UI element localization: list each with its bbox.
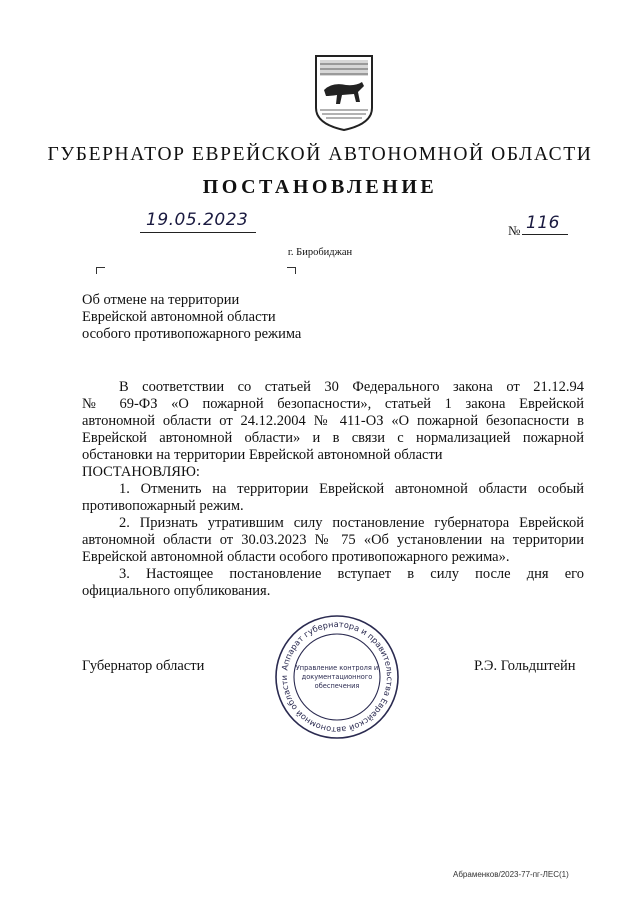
document-number: 116 (526, 213, 560, 233)
body-line: автономной области от 30.03.2023 № 75 «Об установлении на территории (82, 532, 584, 548)
body-line: автономной области от 24.12.2004 № 411-ОЗ «О пожарной безопасности в (82, 413, 584, 429)
document-footer-code: Абраменков/2023-77-пг-ЛЕС(1) (453, 870, 569, 879)
signatory-position: Губернатор области (82, 658, 205, 674)
organization-heading: ГУБЕРНАТОР ЕВРЕЙСКОЙ АВТОНОМНОЙ ОБЛАСТИ (47, 144, 593, 165)
body-line: противопожарный режим. (82, 498, 244, 514)
signatory-name: Р.Э. Гольдштейн (474, 658, 576, 674)
document-date: 19.05.2023 (146, 210, 249, 230)
seal-inner-line: Управление контроля и (295, 664, 379, 672)
title-line: особого противопожарного режима (82, 326, 302, 342)
body-line: Еврейской автономной области» и в связи с нормализацией пожарной (82, 430, 584, 446)
title-corner-left (96, 267, 105, 274)
title-corner-right (287, 267, 296, 274)
body-line: 3. Настоящее постановление вступает в силу после дня его (119, 566, 584, 582)
city-name: г. Биробиджан (287, 247, 353, 258)
body-line: Еврейской автономной области особого противопожарного режима». (82, 549, 510, 565)
body-line: 2. Признать утратившим силу постановление губернатора Еврейской (119, 515, 584, 531)
date-underline (140, 232, 256, 233)
document-title (82, 292, 301, 343)
title-line: Еврейской автономной области (82, 309, 276, 325)
body-line: В соответствии со статьей 30 Федерального закона от 21.12.94 (119, 379, 584, 395)
official-seal (272, 612, 402, 742)
number-underline (522, 234, 568, 235)
document-type-heading: ПОСТАНОВЛЕНИЕ (202, 176, 438, 198)
resolve-word: ПОСТАНОВЛЯЮ: (82, 464, 200, 480)
title-line: Об отмене на территории (82, 292, 240, 308)
seal-outer-text: Аппарат губернатора и правительства Еврейской автономной области (278, 618, 396, 736)
body-line: 1. Отменить на территории Еврейской автономной области особый (119, 481, 584, 497)
body-line: обстановки на территории Еврейской автономной области (82, 447, 443, 463)
seal-inner-line: обеспечения (314, 682, 360, 690)
body-line: официального опубликования. (82, 583, 271, 599)
document-body (82, 379, 584, 600)
body-line: № 69-ФЗ «О пожарной безопасности», статьей 1 закона Еврейской (82, 396, 584, 412)
coat-of-arms-emblem (312, 52, 376, 132)
number-label: № (508, 223, 521, 238)
seal-inner-line: документационного (301, 673, 373, 681)
